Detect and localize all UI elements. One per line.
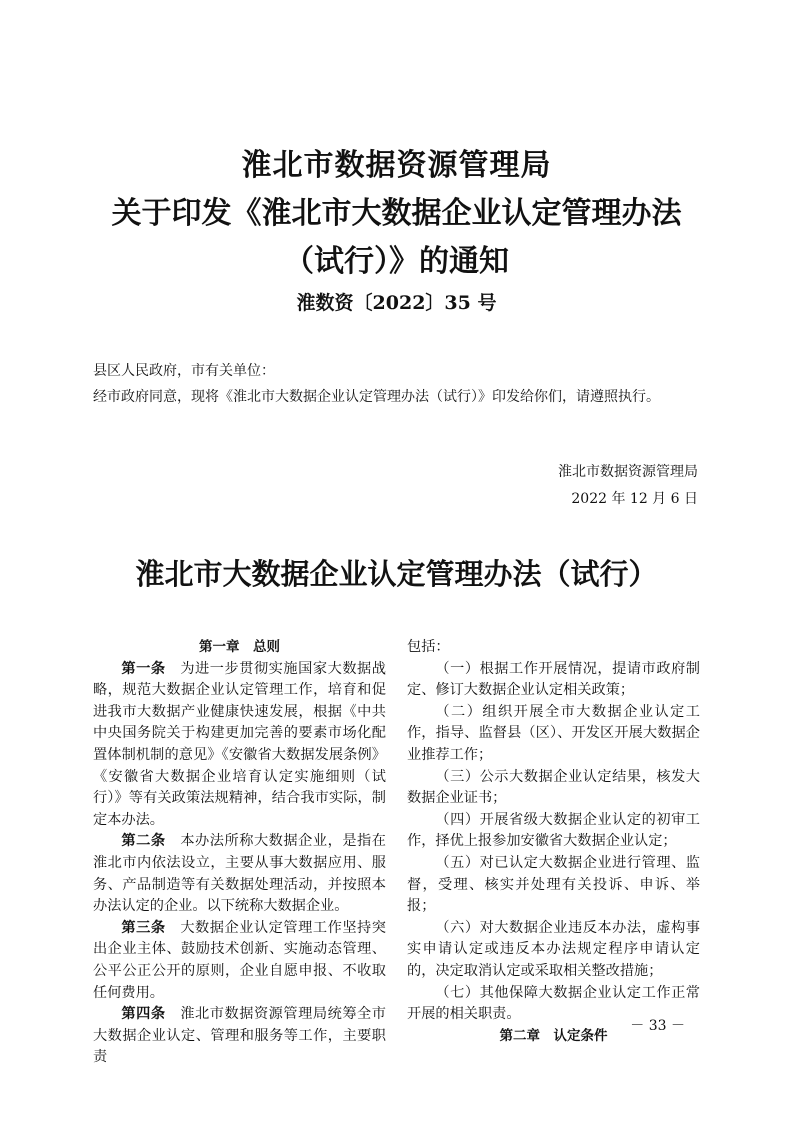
notice-body: 经市政府同意，现将《淮北市大数据企业认定管理办法（试行）》印发给你们，请遵照执行。	[93, 389, 660, 405]
article-3	[93, 918, 386, 1004]
duty-item: （一）根据工作开展情况，提请市政府制定、修订大数据企业认定相关政策；	[407, 660, 700, 699]
document-number: 淮数资〔2022〕35 号	[296, 292, 497, 314]
salutation: 县区人民政府，市有关单位：	[93, 363, 275, 379]
article-text: 大数据企业认定管理工作坚持突出企业主体、鼓励技术创新、实施动态管理、公平公正公开的原则，企业自愿申报、不收取任何费用。	[93, 919, 386, 1001]
article-1	[93, 659, 386, 832]
issue-date: 2022 年 12 月 6 日	[571, 491, 698, 507]
duty-item: （六）对大数据企业违反本办法，虚构事实申请认定或违反本办法规定程序申请认定的，决定取消认定或采取相关整改措施；	[407, 919, 700, 979]
article-4	[93, 1004, 386, 1069]
article-label: 第四条	[121, 1006, 166, 1023]
right-column	[407, 637, 700, 1047]
article-2	[93, 831, 386, 917]
article-text: 本办法所称大数据企业，是指在淮北市内依法设立，主要从事大数据应用、服务、产品制造等有关数据处理活动，并按照本办法认定的企业。以下统称大数据企业。	[93, 833, 386, 915]
article-text: 淮北市数据资源管理局统筹全市大数据企业认定、管理和服务等工作，主要职责	[93, 1006, 386, 1066]
issuer-signature: 淮北市数据资源管理局	[558, 464, 698, 480]
page-number: － 33 －	[630, 1018, 685, 1034]
article-label: 第一条	[121, 660, 166, 677]
duty-item: （五）对已认定大数据企业进行管理、监督，受理、核实并处理有关投诉、申诉、举报；	[407, 854, 700, 915]
duty-item: （三）公示大数据企业认定结果，核发大数据企业证书；	[407, 768, 700, 807]
article-text: 为进一步贯彻实施国家大数据战略，规范大数据企业认定管理工作，培育和促进我市大数据产业健康快速发展，根据《中共中央国务院关于构建更加完善的要素市场化配置体制机制的意见》《安徽省大数据发展条例》《安徽省大数据企业培育认定实施细则（试行）》等有关政策法规精神，结合我市实际，制定本办法。	[93, 660, 386, 828]
duty-item: （四）开展省级大数据企业认定的初审工作，择优上报参加安徽省大数据企业认定；	[407, 811, 700, 850]
chapter-heading-1: 第一章 总则	[199, 639, 280, 655]
title-line-1: 淮北市数据资源管理局	[241, 148, 552, 183]
article-4-continuation: 包括：	[407, 639, 450, 655]
left-column	[93, 637, 386, 1069]
title-line-2: 关于印发《淮北市大数据企业认定管理办法	[111, 196, 682, 231]
chapter-heading-2: 第二章 认定条件	[499, 1027, 608, 1044]
article-label: 第三条	[121, 919, 166, 936]
duty-item: （二）组织开展全市大数据企业认定工作，指导、监督县（区）、开发区开展大数据企业推荐工作；	[407, 703, 700, 763]
regulation-title: 淮北市大数据企业认定管理办法（试行）	[135, 557, 658, 591]
title-line-3: （试行）》的通知	[284, 244, 509, 279]
duty-item: （七）其他保障大数据企业认定工作正常开展的相关职责。	[407, 984, 700, 1023]
article-label: 第二条	[121, 833, 166, 850]
